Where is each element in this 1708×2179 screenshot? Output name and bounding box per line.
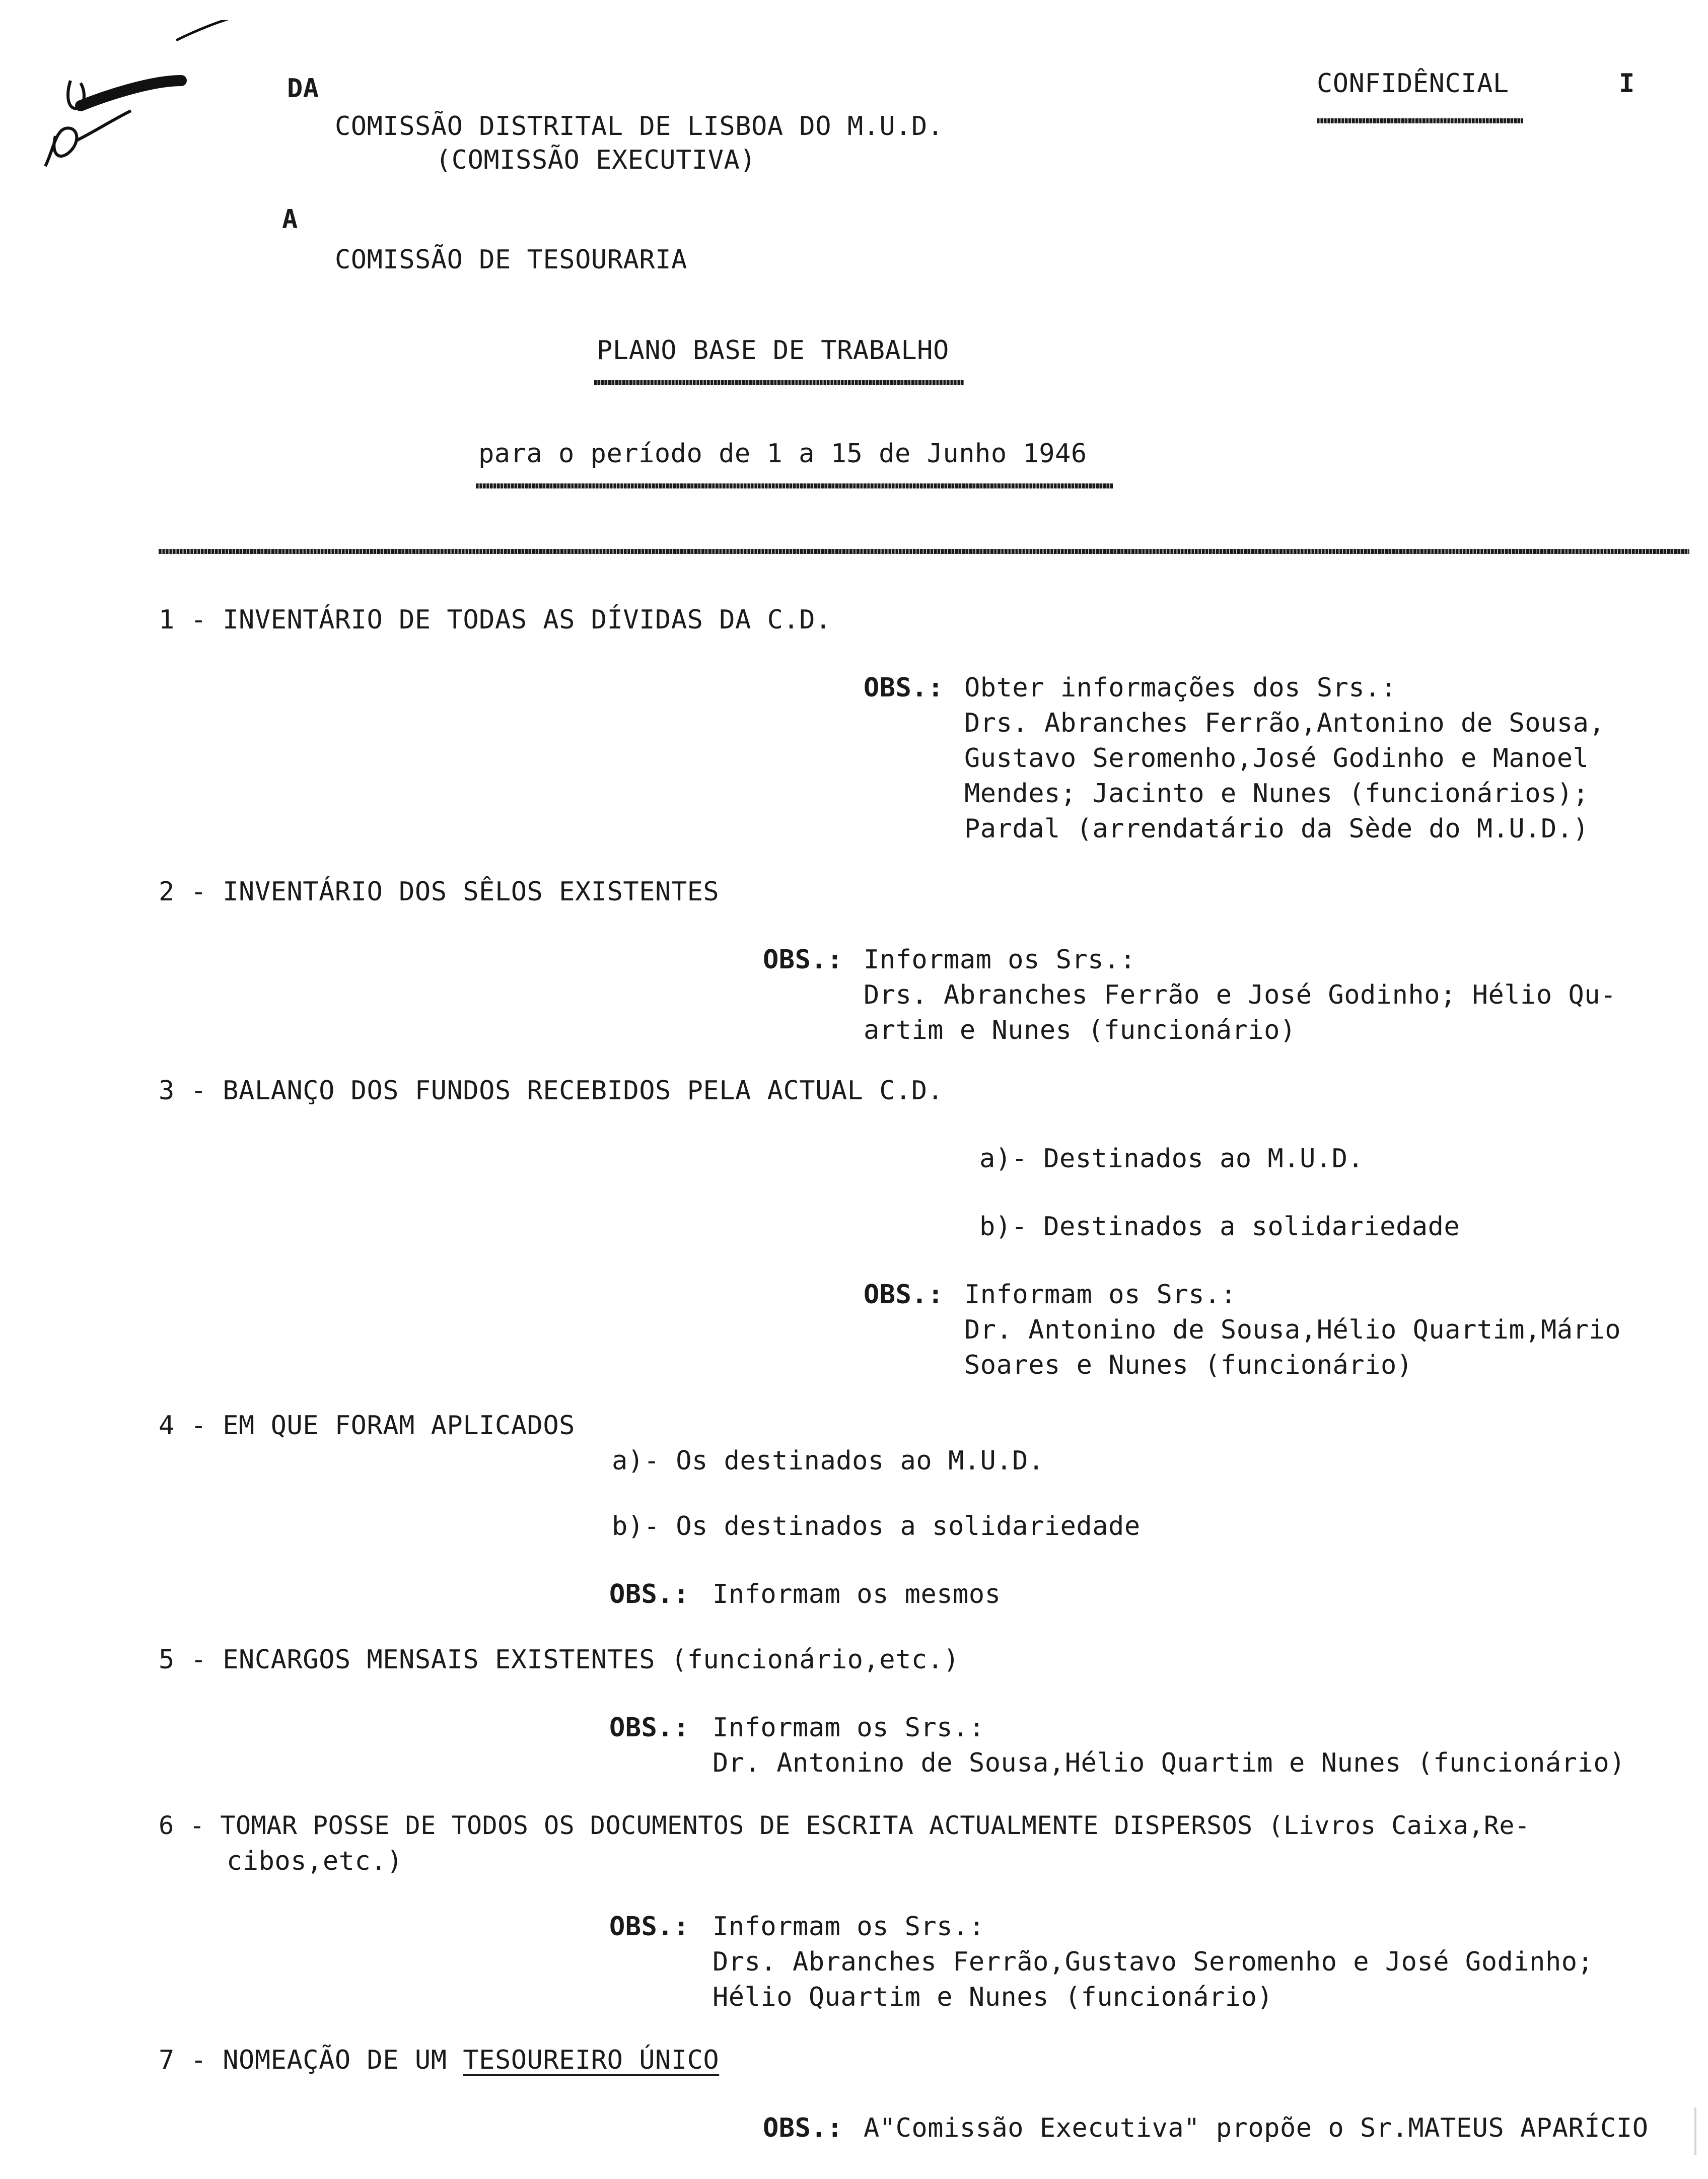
page-edge-mark <box>1694 2107 1696 2155</box>
item-7-heading-prefix: 7 - NOMEAÇÃO DE UM <box>159 2045 463 2075</box>
separator-rule <box>159 549 1689 554</box>
item-6-heading-cont: cibos,etc.) <box>227 1846 403 1876</box>
item-1-obs-line-2: Drs. Abranches Ferrão,Antonino de Sousa, <box>964 708 1605 738</box>
item-3-sub-b: b)- Destinados a solidariedade <box>979 1212 1460 1242</box>
classification-underline <box>1317 118 1523 123</box>
item-1-obs-label: OBS.: <box>864 673 944 703</box>
item-4-heading: 4 - EM QUE FORAM APLICADOS <box>159 1411 575 1441</box>
item-3-sub-a: a)- Destinados ao M.U.D. <box>979 1144 1364 1174</box>
item-3-obs-label: OBS.: <box>864 1280 944 1310</box>
item-2-obs-line-2: Drs. Abranches Ferrão e José Godinho; Hélio Qu- <box>864 980 1616 1010</box>
item-7-heading <box>159 2047 719 2073</box>
item-6-obs-line-1: Informam os Srs.: <box>713 1912 985 1942</box>
item-2-heading: 2 - INVENTÁRIO DOS SÊLOS EXISTENTES <box>159 877 720 907</box>
item-3-obs-line-1: Informam os Srs.: <box>964 1280 1237 1310</box>
item-5-obs-line-2: Dr. Antonino de Sousa,Hélio Quartim e Nunes (funcionário) <box>713 1748 1625 1778</box>
period-underline <box>476 483 1113 488</box>
item-6-obs-line-2: Drs. Abranches Ferrão,Gustavo Seromenho e José Godinho; <box>713 1947 1594 1977</box>
header-to-marker: A <box>282 204 298 235</box>
item-7-heading-underlined: TESOUREIRO ÚNICO <box>463 2045 720 2075</box>
period-line: para o período de 1 a 15 de Junho 1946 <box>478 439 1087 469</box>
item-2-obs-line-1: Informam os Srs.: <box>864 945 1136 975</box>
item-5-obs-line-1: Informam os Srs.: <box>713 1713 985 1743</box>
item-7-obs-line-1: A"Comissão Executiva" propõe o Sr.MATEUS APARÍCIO <box>864 2113 1649 2143</box>
handwritten-signature <box>30 20 242 171</box>
item-1-obs-line-5: Pardal (arrendatário da Sède do M.U.D.) <box>964 814 1589 844</box>
item-4-sub-b: b)- Os destinados a solidariedade <box>612 1511 1141 1541</box>
item-2-obs-line-3: artim e Nunes (funcionário) <box>864 1015 1296 1045</box>
item-6-obs-line-3: Hélio Quartim e Nunes (funcionário) <box>713 1982 1273 2012</box>
item-4-sub-a: a)- Os destinados ao M.U.D. <box>612 1446 1044 1476</box>
item-1-obs-line-3: Gustavo Seromenho,José Godinho e Manoel <box>964 743 1589 774</box>
title-underline <box>594 380 964 385</box>
document-title: PLANO BASE DE TRABALHO <box>597 335 949 366</box>
item-4-obs-line-1: Informam os mesmos <box>713 1579 1001 1609</box>
item-3-heading: 3 - BALANÇO DOS FUNDOS RECEBIDOS PELA ACTUAL C.D. <box>159 1076 944 1106</box>
item-1-heading: 1 - INVENTÁRIO DE TODAS AS DÍVIDAS DA C.D. <box>159 605 831 635</box>
item-4-obs-label: OBS.: <box>609 1579 690 1609</box>
item-5-obs-label: OBS.: <box>609 1713 690 1743</box>
item-2-obs-label: OBS.: <box>763 945 843 975</box>
header-to-line: COMISSÃO DE TESOURARIA <box>335 245 687 275</box>
classification-label: CONFIDÊNCIAL <box>1317 68 1509 99</box>
item-7-obs-label: OBS.: <box>763 2113 843 2143</box>
item-6-heading: 6 - TOMAR POSSE DE TODOS OS DOCUMENTOS DE ESCRITA ACTUALMENTE DISPERSOS (Livros Caixa,Re- <box>159 1811 1530 1840</box>
header-from-line1: COMISSÃO DISTRITAL DE LISBOA DO M.U.D. <box>335 111 944 142</box>
item-6-obs-label: OBS.: <box>609 1912 690 1942</box>
item-1-obs-line-1: Obter informações dos Srs.: <box>964 673 1397 703</box>
header-from-line2: (COMISSÃO EXECUTIVA) <box>436 145 756 175</box>
page-number: I <box>1619 68 1635 99</box>
item-3-obs-line-3: Soares e Nunes (funcionário) <box>964 1350 1413 1380</box>
item-1-obs-line-4: Mendes; Jacinto e Nunes (funcionários); <box>964 779 1589 809</box>
item-3-obs-line-2: Dr. Antonino de Sousa,Hélio Quartim,Mário <box>964 1315 1621 1345</box>
header-da: DA <box>287 74 319 104</box>
item-5-heading: 5 - ENCARGOS MENSAIS EXISTENTES (funcionário,etc.) <box>159 1645 960 1675</box>
